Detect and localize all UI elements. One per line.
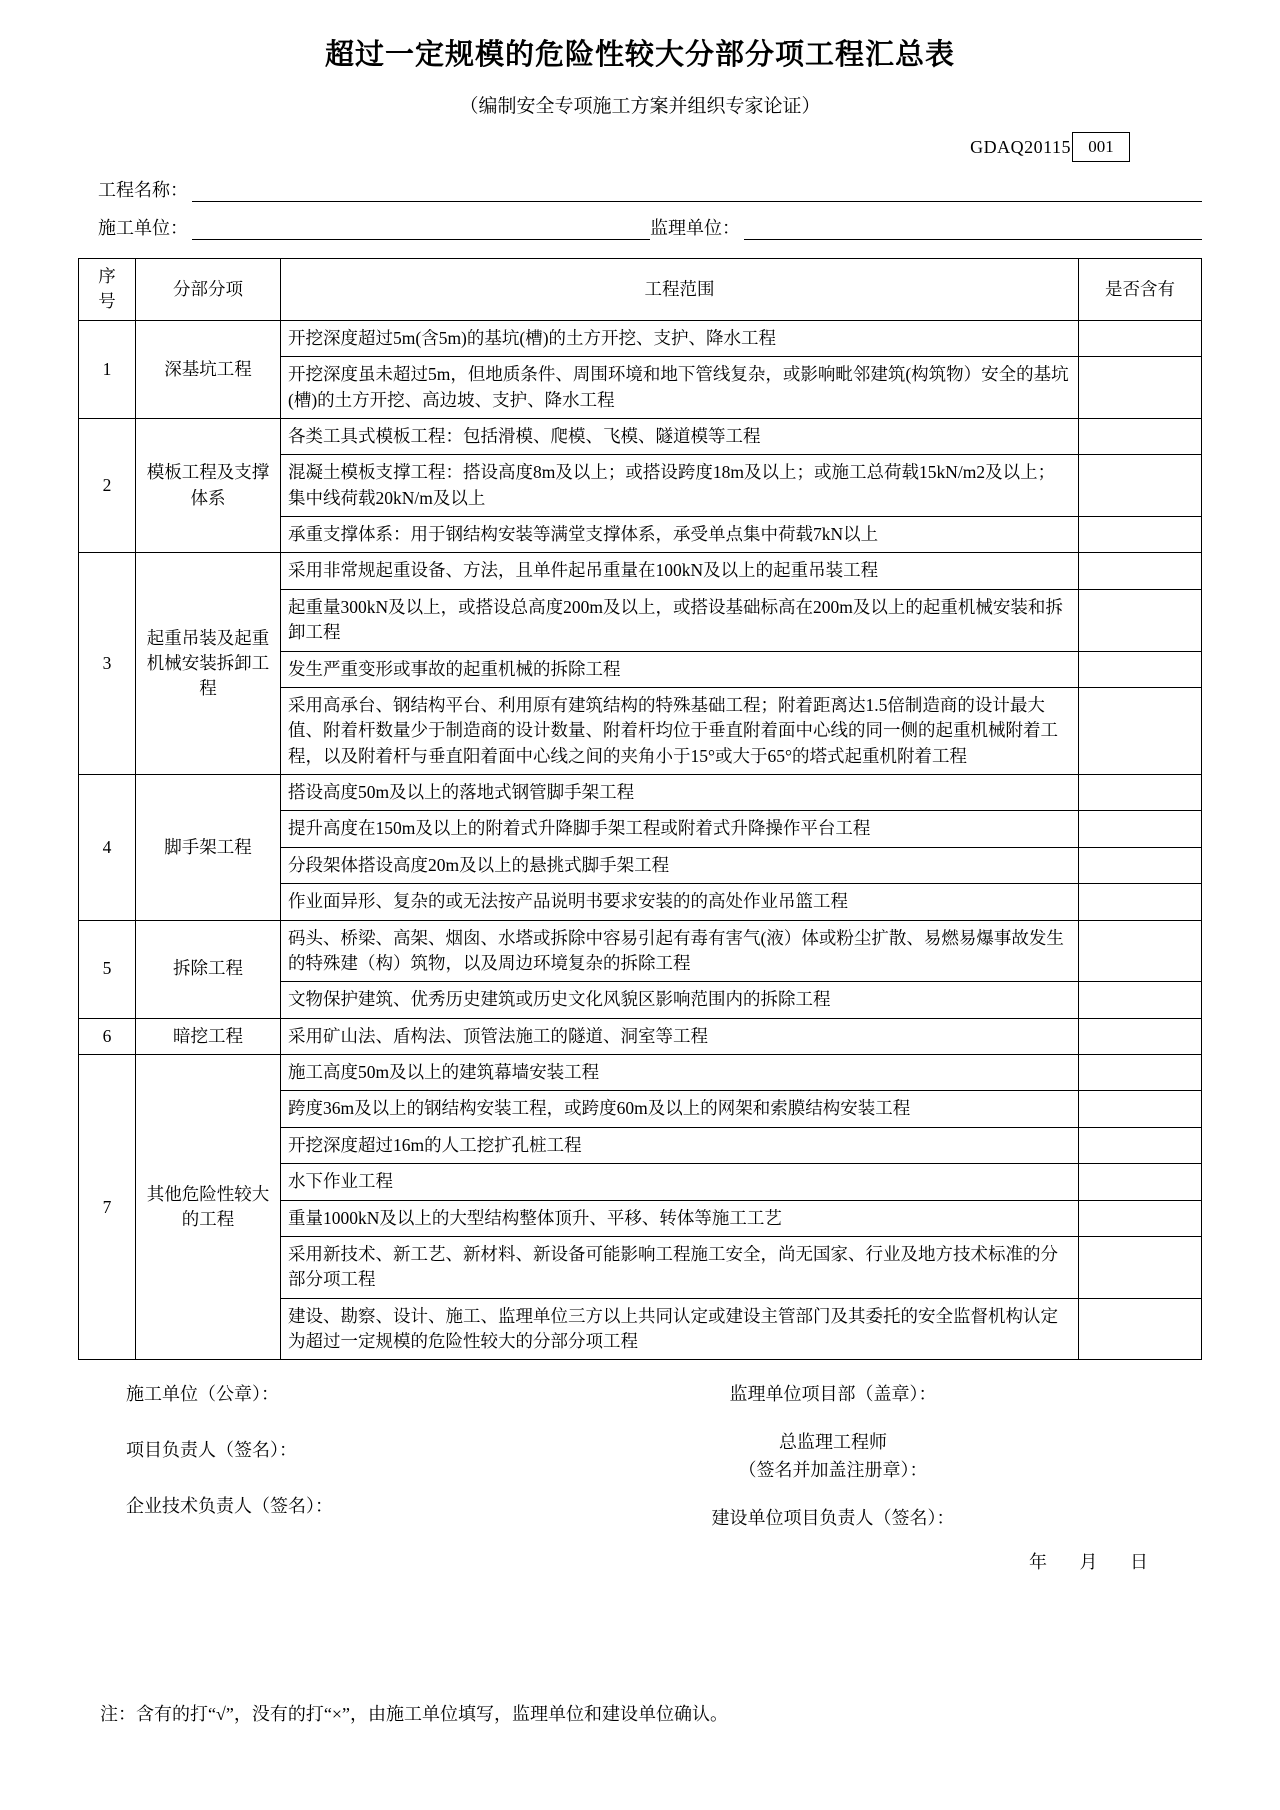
- row-category: 深基坑工程: [136, 320, 281, 418]
- row-scope: 分段架体搭设高度20m及以上的悬挑式脚手架工程: [281, 847, 1079, 883]
- table-row: [79, 1055, 1202, 1091]
- signature-right-column: [598, 1380, 1068, 1552]
- row-has-checkbox[interactable]: [1079, 1127, 1202, 1163]
- project-manager-signature[interactable]: 项目负责人（签名）：: [126, 1440, 297, 1461]
- row-has-checkbox[interactable]: [1079, 589, 1202, 651]
- form-code-row: [78, 132, 1202, 162]
- row-scope: 重量1000kN及以上的大型结构整体顶升、平移、转体等施工工艺: [281, 1200, 1079, 1236]
- table-row: [79, 1018, 1202, 1054]
- column-header-no: 序 号: [79, 259, 136, 321]
- row-has-checkbox[interactable]: [1079, 687, 1202, 774]
- row-category: 脚手架工程: [136, 775, 281, 921]
- column-header-scope: 工程范围: [281, 259, 1079, 321]
- row-scope: 起重量300kN及以上，或搭设总高度200m及以上，或搭设基础标高在200m及以上的起重机械安装和拆卸工程: [281, 589, 1079, 651]
- row-has-checkbox[interactable]: [1079, 884, 1202, 920]
- row-scope: 施工高度50m及以上的建筑幕墙安装工程: [281, 1055, 1079, 1091]
- row-number: 2: [79, 418, 136, 553]
- table-row: [79, 920, 1202, 982]
- project-name-label: 工程名称：: [98, 180, 188, 200]
- row-has-checkbox[interactable]: [1079, 847, 1202, 883]
- row-number: 6: [79, 1018, 136, 1054]
- row-has-checkbox[interactable]: [1079, 357, 1202, 419]
- supervision-unit-input[interactable]: [744, 219, 1202, 240]
- row-has-checkbox[interactable]: [1079, 418, 1202, 454]
- row-has-checkbox[interactable]: [1079, 920, 1202, 982]
- row-scope: 开挖深度超过5m(含5m)的基坑(槽)的土方开挖、支护、降水工程: [281, 320, 1079, 356]
- row-has-checkbox[interactable]: [1079, 1298, 1202, 1360]
- row-category: 拆除工程: [136, 920, 281, 1018]
- table-row: [79, 320, 1202, 356]
- row-scope: 文物保护建筑、优秀历史建筑或历史文化风貌区影响范围内的拆除工程: [281, 982, 1079, 1018]
- table-row: [79, 553, 1202, 589]
- row-has-checkbox[interactable]: [1079, 982, 1202, 1018]
- row-number: 5: [79, 920, 136, 1018]
- page-subtitle: （编制安全专项施工方案并组织专家论证）: [459, 96, 821, 117]
- supervision-unit-label: 监理单位：: [650, 218, 740, 238]
- row-scope: 码头、桥梁、高架、烟囱、水塔或拆除中容易引起有毒有害气(液）体或粉尘扩散、易燃易爆事故发生的特殊建（构）筑物，以及周边环境复杂的拆除工程: [281, 920, 1079, 982]
- row-has-checkbox[interactable]: [1079, 1164, 1202, 1200]
- row-scope: 跨度36m及以上的钢结构安装工程，或跨度60m及以上的网架和索膜结构安装工程: [281, 1091, 1079, 1127]
- construction-unit-seal[interactable]: 施工单位（公章）：: [126, 1384, 279, 1405]
- form-note: 注：含有的打“√”，没有的打“×”，由施工单位填写，监理单位和建设单位确认。: [100, 1704, 728, 1724]
- supervision-unit-field: [650, 214, 1202, 240]
- row-number: 1: [79, 320, 136, 418]
- row-has-checkbox[interactable]: [1079, 455, 1202, 517]
- summary-table: [78, 258, 1202, 1360]
- form-code-label: GDAQ20115: [970, 136, 1071, 157]
- construction-unit-label: 施工单位：: [98, 218, 188, 238]
- row-has-checkbox[interactable]: [1079, 553, 1202, 589]
- row-scope: 开挖深度超过16m的人工挖扩孔桩工程: [281, 1127, 1079, 1163]
- row-has-checkbox[interactable]: [1079, 1018, 1202, 1054]
- row-scope: 采用非常规起重设备、方法，且单件起吊重量在100kN及以上的起重吊装工程: [281, 553, 1079, 589]
- table-body: [79, 320, 1202, 1360]
- page-title: 超过一定规模的危险性较大分部分项工程汇总表: [324, 39, 955, 71]
- project-name-field: [78, 176, 1202, 202]
- row-has-checkbox[interactable]: [1079, 651, 1202, 687]
- row-scope: 建设、勘察、设计、施工、监理单位三方以上共同认定或建设主管部门及其委托的安全监督机构认定为超过一定规模的危险性较大的分部分项工程: [281, 1298, 1079, 1360]
- row-number: 3: [79, 553, 136, 775]
- row-scope: 提升高度在150m及以上的附着式升降脚手架工程或附着式升降操作平台工程: [281, 811, 1079, 847]
- row-has-checkbox[interactable]: [1079, 775, 1202, 811]
- project-name-input[interactable]: [192, 181, 1202, 202]
- form-number-box[interactable]: 001: [1072, 132, 1130, 162]
- row-has-checkbox[interactable]: [1079, 1091, 1202, 1127]
- table-header-row: [79, 259, 1202, 321]
- row-has-checkbox[interactable]: [1079, 517, 1202, 553]
- row-has-checkbox[interactable]: [1079, 320, 1202, 356]
- construction-unit-field: [98, 214, 650, 240]
- column-header-has: 是否含有: [1079, 259, 1202, 321]
- row-has-checkbox[interactable]: [1079, 811, 1202, 847]
- row-scope: 开挖深度虽未超过5m，但地质条件、周围环境和地下管线复杂，或影响毗邻建筑(构筑物）安全的基坑(槽)的土方开挖、高边坡、支护、降水工程: [281, 357, 1079, 419]
- row-has-checkbox[interactable]: [1079, 1055, 1202, 1091]
- signature-area: [78, 1380, 1202, 1580]
- table-row: [79, 775, 1202, 811]
- row-scope: 混凝土模板支撑工程：搭设高度8m及以上；或搭设跨度18m及以上；或施工总荷载15kN/m2及以上；集中线荷载20kN/m及以上: [281, 455, 1079, 517]
- row-scope: 作业面异形、复杂的或无法按产品说明书要求安装的的高处作业吊篮工程: [281, 884, 1079, 920]
- table-row: [79, 418, 1202, 454]
- unit-fields-row: [78, 214, 1202, 240]
- technical-director-signature[interactable]: 企业技术负责人（签名）：: [126, 1496, 333, 1517]
- row-category: 暗挖工程: [136, 1018, 281, 1054]
- supervision-unit-seal[interactable]: 监理单位项目部（盖章）：: [729, 1384, 937, 1405]
- chief-supervisor-label: 总监理工程师: [779, 1432, 887, 1453]
- row-scope: 水下作业工程: [281, 1164, 1079, 1200]
- signature-left-column: [108, 1380, 528, 1551]
- row-category: 起重吊装及起重机械安装拆卸工程: [136, 553, 281, 775]
- chief-supervisor-signature[interactable]: （签名并加盖注册章）：: [738, 1460, 928, 1481]
- row-scope: 搭设高度50m及以上的落地式钢管脚手架工程: [281, 775, 1079, 811]
- row-scope: 采用矿山法、盾构法、顶管法施工的隧道、洞室等工程: [281, 1018, 1079, 1054]
- row-number: 4: [79, 775, 136, 921]
- row-category: 其他危险性较大的工程: [136, 1055, 281, 1360]
- row-number: 7: [79, 1055, 136, 1360]
- row-scope: 发生严重变形或事故的起重机械的拆除工程: [281, 651, 1079, 687]
- date-line[interactable]: 年 月 日: [1029, 1552, 1162, 1573]
- row-scope: 采用高承台、钢结构平台、利用原有建筑结构的特殊基础工程；附着距离达1.5倍制造商的设计最大值、附着杆数量少于制造商的设计数量、附着杆均位于垂直附着面中心线的同一侧的起重机械附着工程，以及附着杆与垂直阳着面中心线之间的夹角小于15°或大于65°的塔式起重机附着工程: [281, 687, 1079, 774]
- row-scope: 承重支撑体系：用于钢结构安装等满堂支撑体系，承受单点集中荷载7kN以上: [281, 517, 1079, 553]
- column-header-category: 分部分项: [136, 259, 281, 321]
- row-has-checkbox[interactable]: [1079, 1236, 1202, 1298]
- construction-unit-input[interactable]: [192, 219, 650, 240]
- row-category: 模板工程及支撑体系: [136, 418, 281, 553]
- owner-project-manager-signature[interactable]: 建设单位项目负责人（签名）：: [711, 1508, 955, 1529]
- row-scope: 各类工具式模板工程：包括滑模、爬模、飞模、隧道模等工程: [281, 418, 1079, 454]
- row-has-checkbox[interactable]: [1079, 1200, 1202, 1236]
- row-scope: 采用新技术、新工艺、新材料、新设备可能影响工程施工安全，尚无国家、行业及地方技术标准的分部分项工程: [281, 1236, 1079, 1298]
